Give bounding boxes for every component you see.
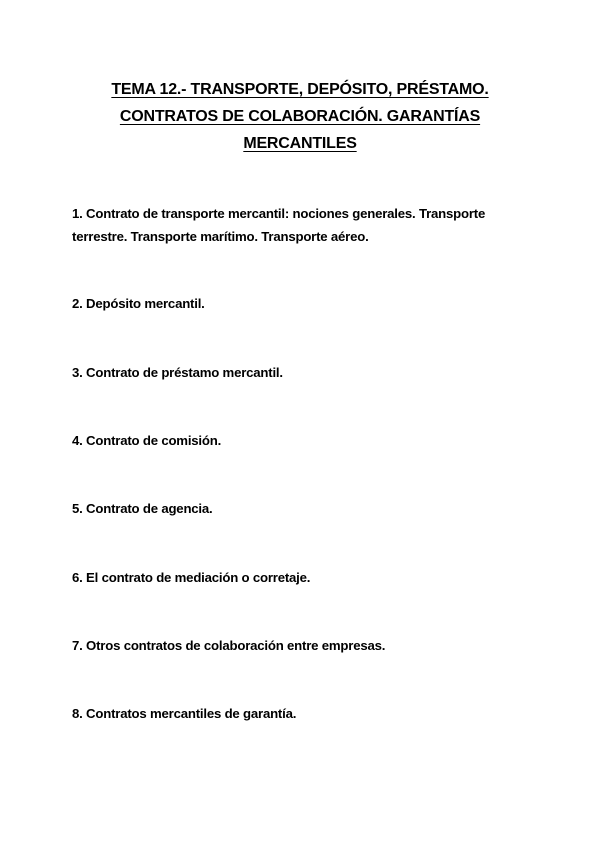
- list-item-agencia: [72, 497, 542, 520]
- page-title: [60, 76, 540, 157]
- title-line: MERCANTILES: [243, 135, 357, 152]
- list-item-line: 6. El contrato de mediación o corretaje.: [72, 570, 311, 585]
- list-item-transporte: [72, 202, 542, 248]
- title-line: TEMA 12.- TRANSPORTE, DEPÓSITO, PRÉSTAMO.: [111, 81, 489, 98]
- list-item-line: 7. Otros contratos de colaboración entre empresas.: [72, 638, 386, 653]
- list-item-deposito: [72, 292, 542, 315]
- title-line: CONTRATOS DE COLABORACIÓN. GARANTÍAS: [119, 108, 481, 125]
- list-item-mediacion: [72, 566, 542, 589]
- list-item-line: 5. Contrato de agencia.: [72, 501, 213, 516]
- list-item-garantia: [72, 702, 542, 725]
- list-item-line: 2. Depósito mercantil.: [72, 296, 205, 311]
- list-item-line: 3. Contrato de préstamo mercantil.: [72, 365, 283, 380]
- list-item-colaboracion: [72, 634, 542, 657]
- list-item-line: terrestre. Transporte marítimo. Transporte aéreo.: [72, 229, 369, 244]
- list-item-line: 4. Contrato de comisión.: [72, 433, 222, 448]
- list-item-line: 8. Contratos mercantiles de garantía.: [72, 706, 297, 721]
- list-item-comision: [72, 429, 542, 452]
- list-item-line: 1. Contrato de transporte mercantil: nociones generales. Transporte: [72, 206, 486, 221]
- list-item-prestamo: [72, 361, 542, 384]
